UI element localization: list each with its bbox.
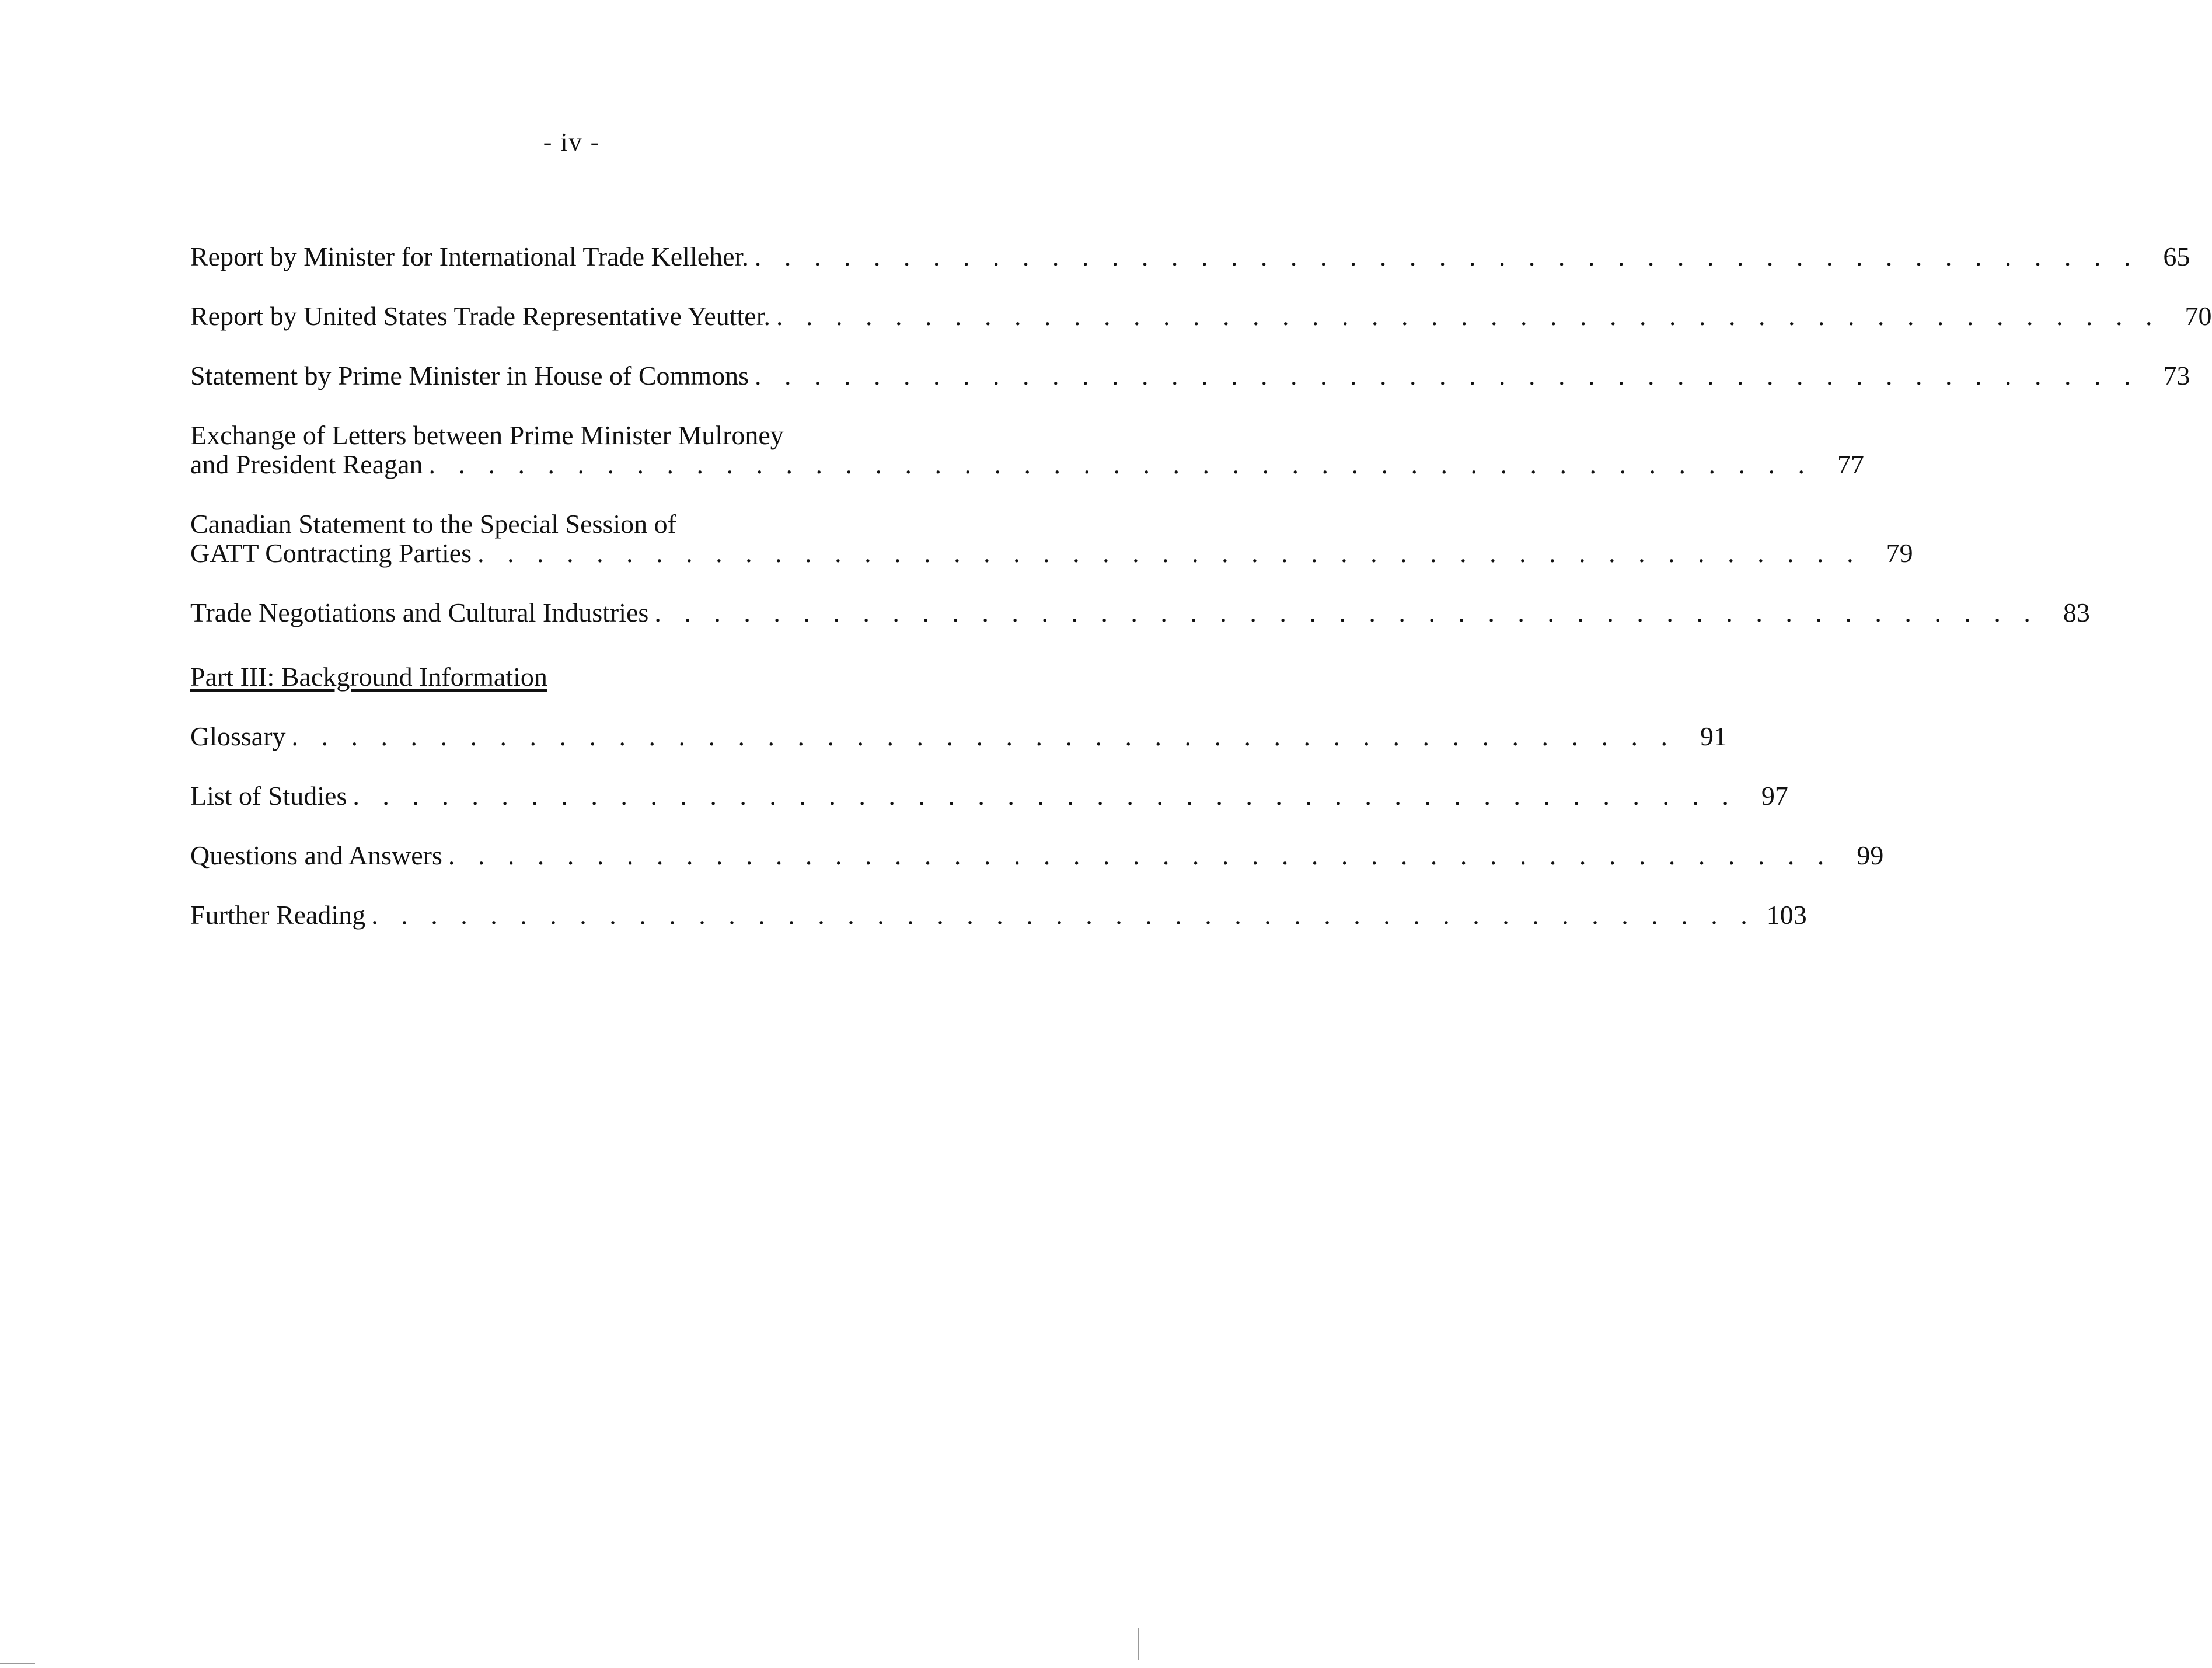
toc-entry[interactable] <box>190 840 1884 870</box>
toc-leader-dots: . . . . . . . . . . . . . . . . . . . . . . . . . . . . . . . . . . . . . . . . . . . . . . . <box>654 598 2039 627</box>
toc-entry-title: Statement by Prime Minister in House of Commons <box>190 361 749 390</box>
toc-entry[interactable] <box>190 721 1728 751</box>
toc-entry-title: Further Reading <box>190 900 366 930</box>
toc-entry-page: 97 <box>1761 781 1788 811</box>
toc-entry-page: 77 <box>1837 449 1865 479</box>
toc-entry-page: 79 <box>1886 538 1913 568</box>
toc-entry-page: 83 <box>2063 598 2090 627</box>
toc-entry-title: GATT Contracting Parties <box>190 538 472 568</box>
toc-entry[interactable] <box>190 361 2190 390</box>
toc-entry-title: Questions and Answers <box>190 840 442 870</box>
toc-entry[interactable] <box>190 598 2090 627</box>
toc-entry-page: 103 <box>1766 900 1807 930</box>
toc-entry-title-line: Canadian Statement to the Special Session of <box>190 509 676 539</box>
toc-entry-page: 91 <box>1700 721 1728 751</box>
toc-leader-dots: . . . . . . . . . . . . . . . . . . . . . . . . . . . . . . . . . . . . . . . . . . . . . . . <box>291 721 1676 751</box>
toc-leader-dots: . . . . . . . . . . . . . . . . . . . . . . . . . . . . . . . . . . . . . . . . . . . . . . . <box>353 781 1737 811</box>
toc-leader-dots: . . . . . . . . . . . . . . . . . . . . . . . . . . . . . . . . . . . . . . . . . . . . . . . <box>371 900 1756 930</box>
toc-entry-title: Report by Minister for International Trade Kelleher. <box>190 242 749 271</box>
toc-leader-dots: . . . . . . . . . . . . . . . . . . . . . . . . . . . . . . . . . . . . . . . . . . . . . . . <box>755 361 2139 390</box>
toc-entry-title: Trade Negotiations and Cultural Industries <box>190 598 649 627</box>
toc-entry-title: List of Studies <box>190 781 347 811</box>
page-number: - iv - <box>543 128 601 156</box>
toc-entry[interactable] <box>190 420 1865 479</box>
toc-entry-title-line: Exchange of Letters between Prime Minister Mulroney <box>190 420 784 450</box>
scan-artifact <box>0 1663 35 1664</box>
toc-entry[interactable] <box>190 509 1913 568</box>
section-heading-part-3: Part III: Background Information <box>190 662 547 692</box>
toc-leader-dots: . . . . . . . . . . . . . . . . . . . . . . . . . . . . . . . . . . . . . . . . . . . . . . . <box>428 449 1813 479</box>
toc-entry-page: 99 <box>1857 840 1884 870</box>
toc-entry[interactable] <box>190 301 2212 331</box>
toc-entry-page: 73 <box>2163 361 2190 390</box>
toc-entry-title: Report by United States Trade Representative Yeutter. <box>190 301 770 331</box>
table-of-contents <box>190 242 2212 960</box>
toc-entry-title: Glossary <box>190 721 286 751</box>
toc-leader-dots: . . . . . . . . . . . . . . . . . . . . . . . . . . . . . . . . . . . . . . . . . . . . . . . <box>776 301 2161 331</box>
toc-entry[interactable] <box>190 781 1788 811</box>
scan-artifact <box>1138 1628 1139 1660</box>
toc-leader-dots: . . . . . . . . . . . . . . . . . . . . . . . . . . . . . . . . . . . . . . . . . . . . . . . <box>448 840 1833 870</box>
toc-entry-page: 65 <box>2163 242 2190 271</box>
toc-entry-title: and President Reagan <box>190 449 423 479</box>
toc-entry[interactable] <box>190 900 1807 930</box>
toc-leader-dots: . . . . . . . . . . . . . . . . . . . . . . . . . . . . . . . . . . . . . . . . . . . . . . . <box>477 538 1862 568</box>
toc-entry[interactable] <box>190 242 2190 271</box>
toc-entry-page: 70 <box>2185 301 2212 331</box>
toc-leader-dots: . . . . . . . . . . . . . . . . . . . . . . . . . . . . . . . . . . . . . . . . . . . . . . . <box>754 242 2139 271</box>
